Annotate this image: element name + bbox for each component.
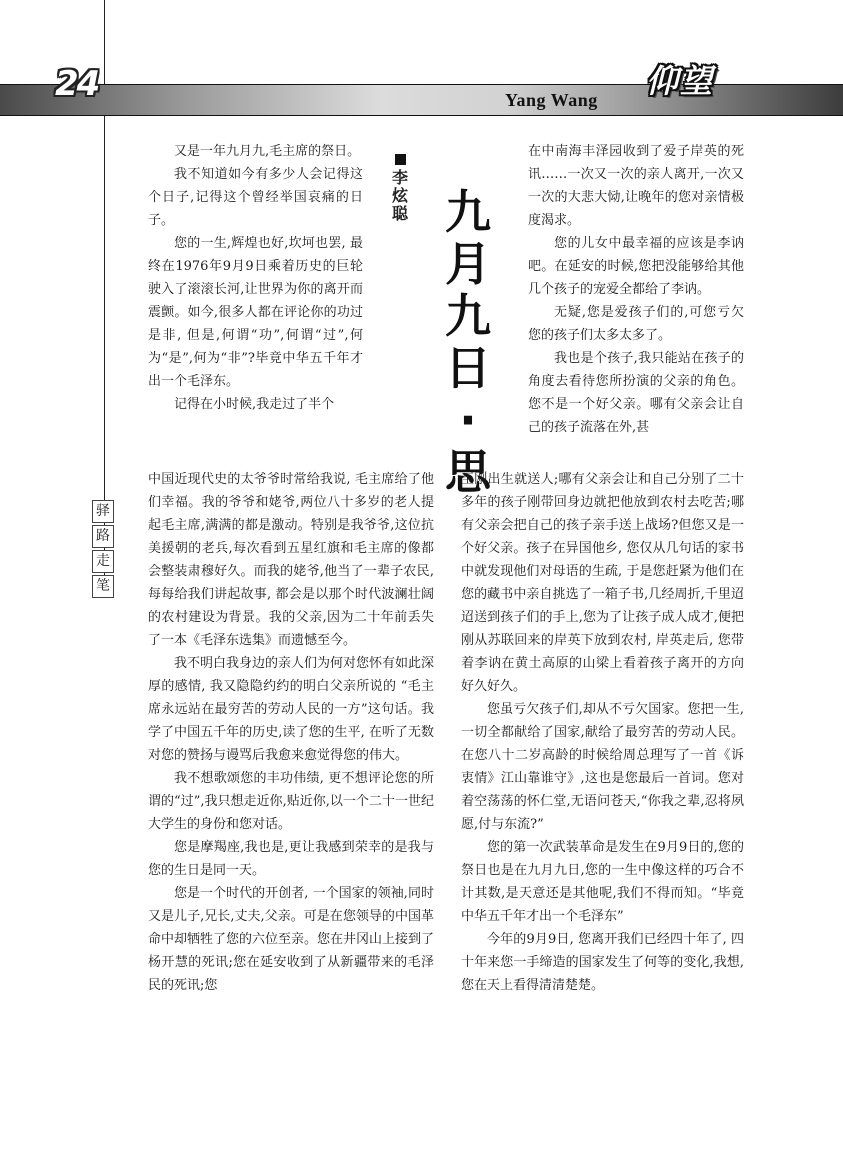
paragraph: 记得在小时候,我走过了半个 bbox=[174, 397, 335, 412]
paragraph: 在中南海丰泽园收到了爱子岸英的死讯……一次又一次的亲人离开,一次又一次的大悲大恸,让晚年的您对亲情极度渴求。 bbox=[528, 144, 744, 228]
left-column-bottom bbox=[148, 468, 434, 997]
paragraph: 您的儿女中最幸福的应该是李讷吧。在延安的时候,您把没能够给其他几个孩子的宠爱全都给了李讷。 bbox=[528, 236, 744, 297]
paragraph: 您的一生,辉煌也好,坎坷也罢, 最终在1976年9月9日乘着历史的巨轮驶入了滚滚长河,让世界为你的离开而震颤。如今,很多人都在评论你的功过是非, 但是,何谓“功”,何谓“过”,何为“是”,何为“非”?毕竟中华五千年才出一个毛泽东。 bbox=[148, 236, 363, 389]
author-byline bbox=[391, 154, 409, 223]
right-column-top bbox=[528, 140, 744, 439]
article-title bbox=[440, 186, 496, 498]
column-logo: 仰望 bbox=[646, 62, 715, 100]
section-tab-char: 路 bbox=[92, 525, 114, 548]
title-char: 月 bbox=[445, 237, 491, 291]
paragraph: 您的第一次武装革命是发生在9月9日的,您的祭日也是在九月九日,您的一生中像这样的巧合不计其数,是天意还是其他呢,我们不得而知。“毕竟中华五千年才出一个毛泽东” bbox=[461, 840, 744, 924]
page-number: 24 bbox=[55, 64, 99, 104]
author-char: 聪 bbox=[391, 204, 408, 223]
section-tab-char: 笔 bbox=[92, 575, 114, 598]
author-char: 李 bbox=[391, 168, 408, 187]
paragraph: 又是一年九月九,毛主席的祭日。 bbox=[174, 144, 361, 159]
paragraph: 您虽亏欠孩子们,却从不亏欠国家。您把一生,一切全都献给了国家,献给了最穷苦的劳动人民。在您八十二岁高龄的时候给周总理写了一首《诉衷情》江山靠谁守》,这也是您最后一首词。您对着空荡荡的怀仁堂,无语问苍天,“你我之辈,忍将夙愿,付与东流?” bbox=[461, 702, 744, 832]
title-char: 九 bbox=[445, 289, 491, 343]
title-char: 思 bbox=[445, 445, 491, 499]
column-name-pinyin: Yang Wang bbox=[505, 90, 598, 110]
paragraph: 无疑,您是爱孩子们的,可您亏欠您的孩子们太多太多了。 bbox=[528, 305, 744, 343]
left-column-top bbox=[148, 140, 363, 416]
square-bullet-icon bbox=[395, 154, 406, 165]
title-char: 日 bbox=[445, 341, 491, 395]
paragraph: 今年的9月9日, 您离开我们已经四十年了, 四十年来您一手缔造的国家发生了何等的变化,我想,您在天上看得清清楚楚。 bbox=[461, 932, 744, 993]
section-tab-char: 驿 bbox=[92, 500, 114, 523]
paragraph: 您是一个时代的开创者, 一个国家的领袖,同时又是儿子,兄长,丈夫,父亲。可是在您领导的中国革命中却牺牲了您的六位至亲。您在井冈山上接到了杨开慧的死讯;您在延安收到了从新疆带来的毛泽民的死讯;您 bbox=[148, 886, 435, 993]
section-tab bbox=[92, 500, 114, 600]
paragraph: 我不想歌颂您的丰功伟绩, 更不想评论您的所谓的“过”,我只想走近你,贴近你,以一个二十一世纪大学生的身份和您对话。 bbox=[148, 771, 434, 832]
right-column-bottom bbox=[461, 468, 744, 997]
paragraph: 我不明白我身边的亲人们为何对您怀有如此深厚的感情, 我又隐隐约约的明白父亲所说的 “毛主席永远站在最穷苦的劳动人民的一方”这句话。我学了中国五千年的历史,读了您的生平, 在听了无数对您的赞扬与谩骂后我愈来愈觉得您的伟大。 bbox=[148, 656, 435, 763]
section-tab-char: 走 bbox=[92, 550, 114, 573]
author-char: 炫 bbox=[391, 186, 408, 205]
title-char: 九 bbox=[445, 185, 491, 239]
paragraph: 至刚出生就送人;哪有父亲会让和自己分别了二十多年的孩子刚带回身边就把他放到农村去吃苦;哪有父亲会把自己的孩子亲手送上战场?但您又是一个好父亲。孩子在异国他乡, 您仅从几句话的家书中就发现他们对母语的生疏, 于是您赶紧为他们在您的藏书中亲自挑选了一箱子书,几经周折,千里迢迢送到孩子们的手上,您为了让孩子成人成才,便把刚从苏联回来的岸英下放到农村, 岸英走后, 您带着李讷在黄土高原的山梁上看着孩子离开的方向好久好久。 bbox=[461, 472, 744, 694]
title-char: · bbox=[459, 393, 477, 447]
paragraph: 中国近现代史的太爷爷时常给我说, 毛主席给了他们幸福。我的爷爷和姥爷,两位八十多岁的老人提起毛主席,满满的都是激动。特别是我爷爷,这位抗美援朝的老兵,每次看到五星红旗和毛主席的像都会整装肃穆好久。而我的姥爷,他当了一辈子农民,每每给我们讲起故事, 都会是以那个时代波澜壮阔的农村建设为背景。我的父亲,因为二十年前丢失了一本《毛泽东选集》而遗憾至今。 bbox=[148, 472, 434, 648]
header-bar bbox=[0, 84, 843, 116]
paragraph: 您是摩羯座,我也是,更让我感到荣幸的是我与您的生日是同一天。 bbox=[148, 840, 434, 878]
paragraph: 我也是个孩子,我只能站在孩子的角度去看待您所扮演的父亲的角色。您不是一个好父亲。哪有父亲会让自己的孩子流落在外,甚 bbox=[528, 351, 744, 435]
paragraph: 我不知道如今有多少人会记得这个日子,记得这个曾经举国哀痛的日子。 bbox=[148, 167, 363, 228]
